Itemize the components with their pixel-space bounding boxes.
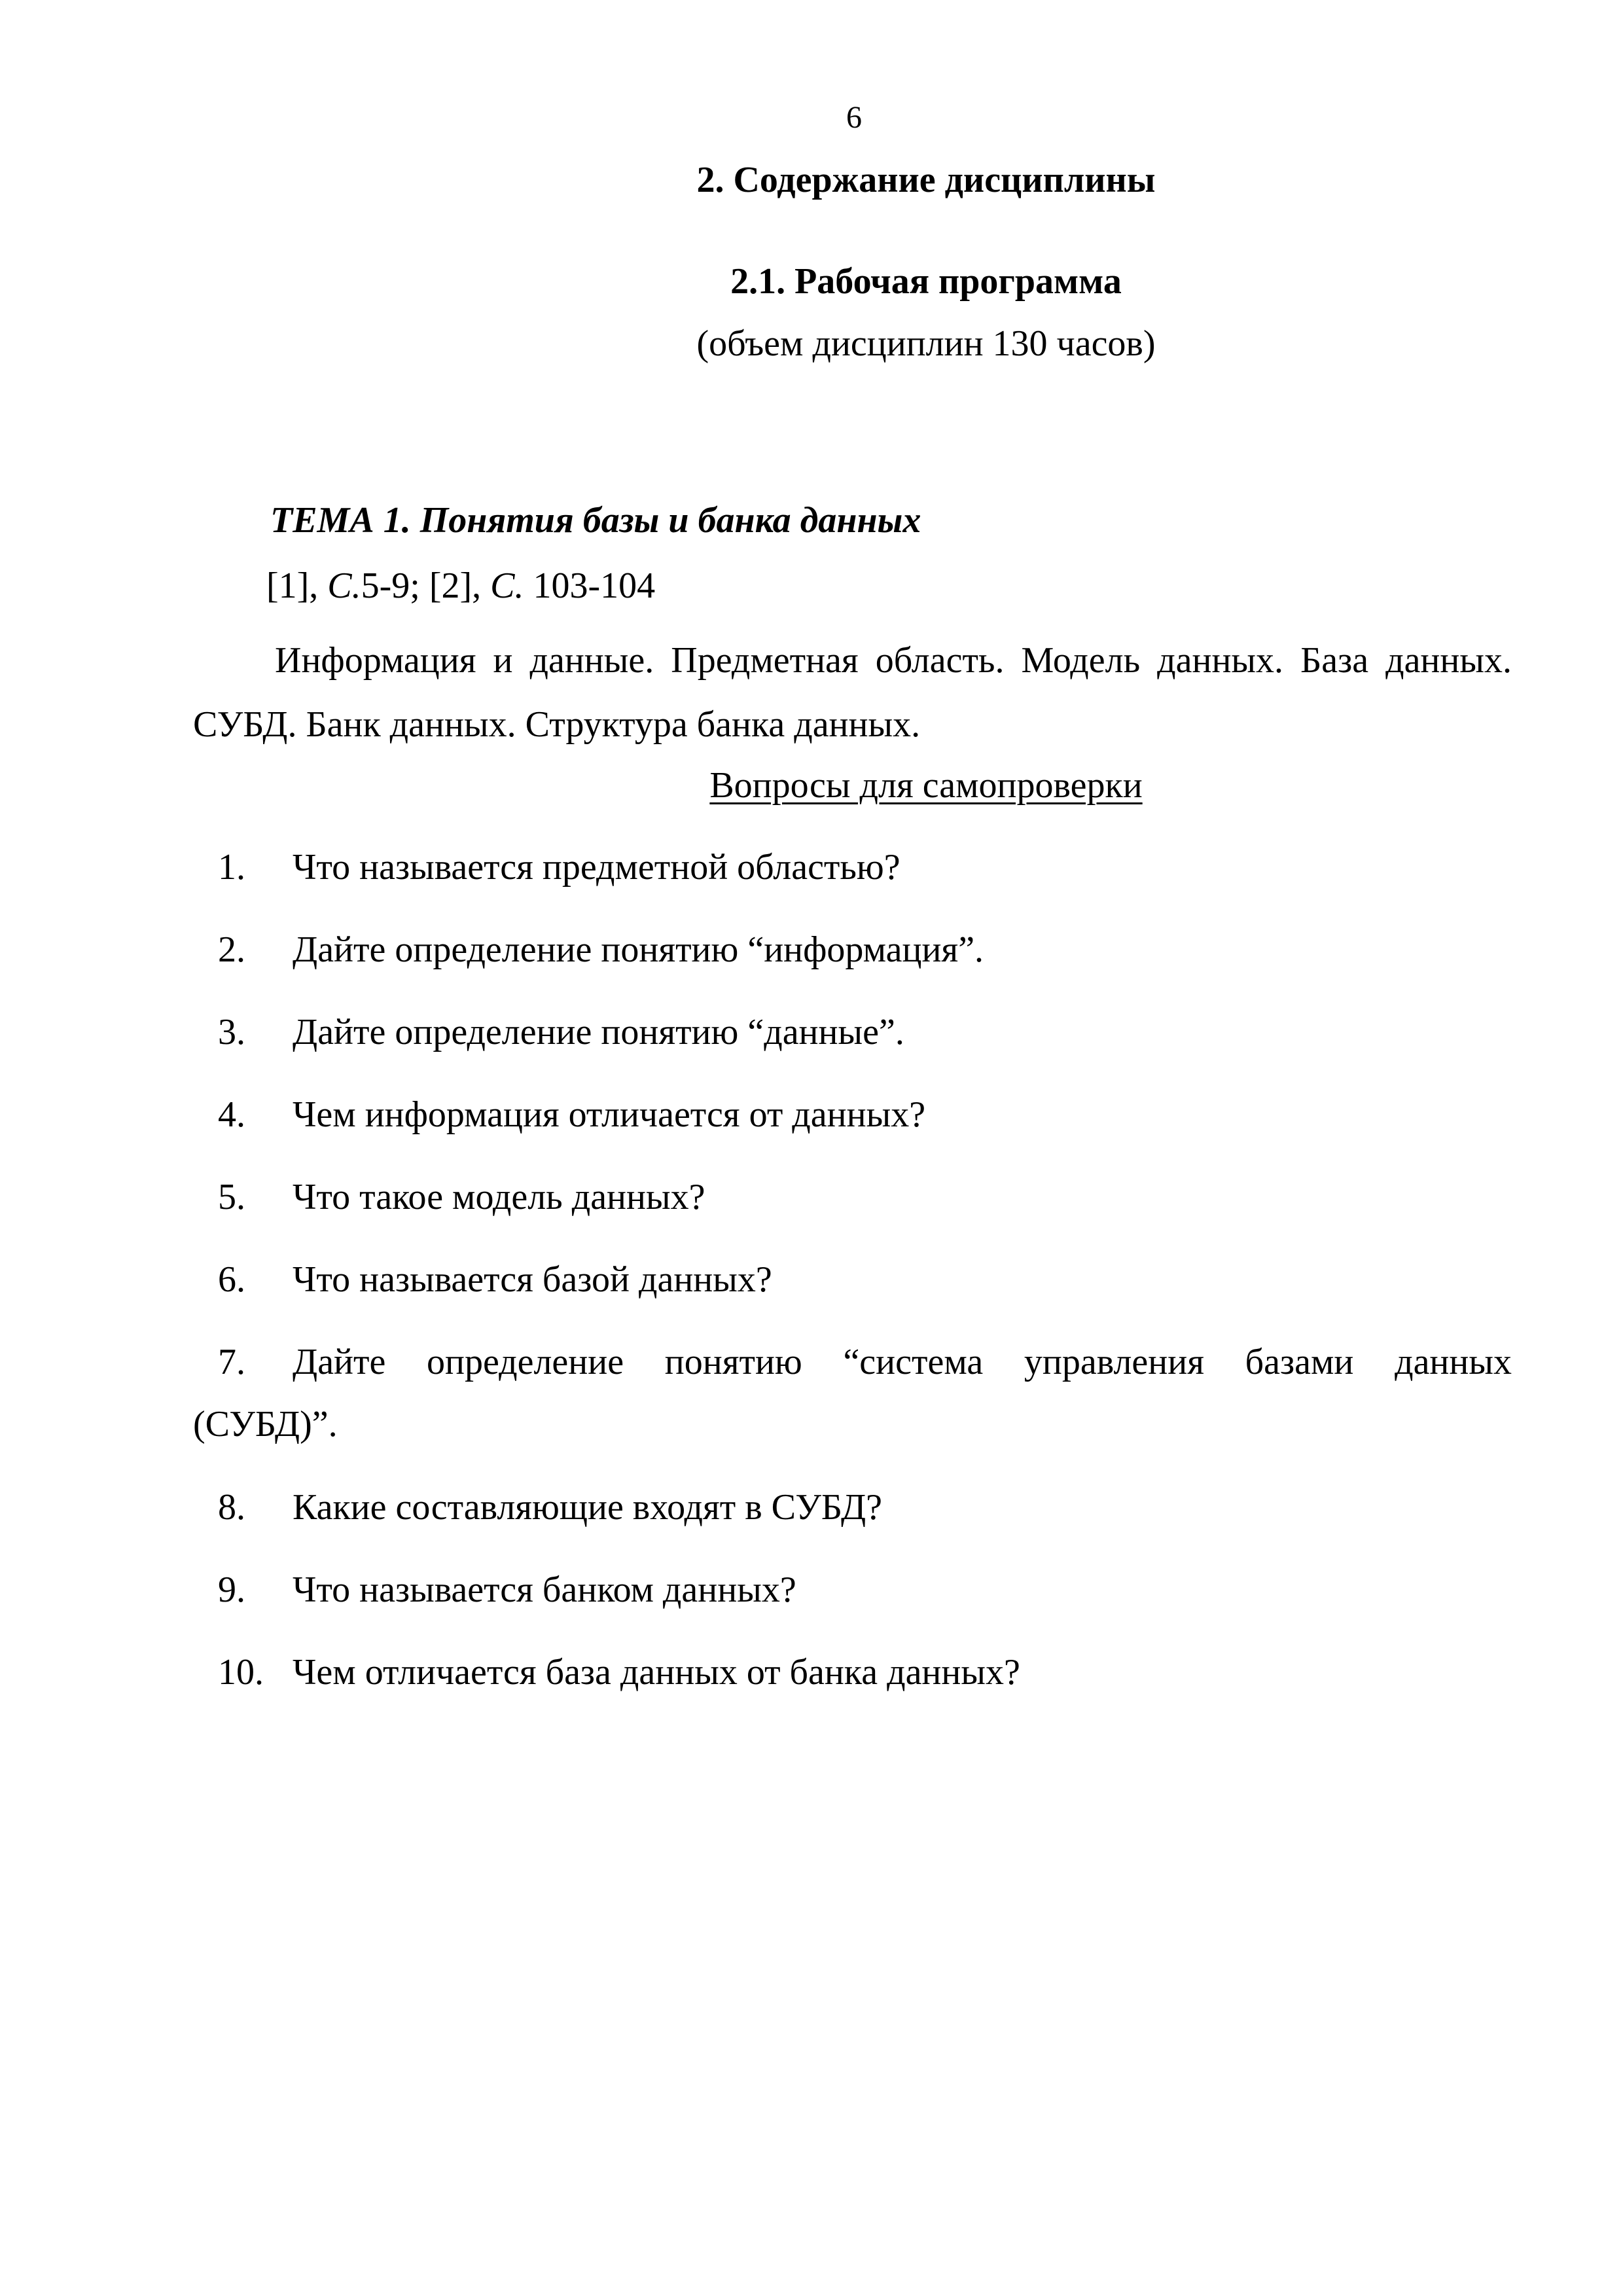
question-number: 8. [218,1487,245,1528]
question-number: 3. [218,1012,245,1052]
page-label-2: С. [490,565,524,606]
question-text: Что называется предметной областью? [293,847,901,888]
page-range-2: 103-104 [524,565,656,606]
section-subtitle: (объем дисциплин 130 часов) [696,323,1156,364]
page-number: 6 [846,100,862,135]
question-text: Чем информация отличается от данных? [293,1094,926,1135]
question-item [193,1567,1512,1613]
section-title: 2.1. Рабочая программа [730,261,1122,302]
question-number: 2. [218,929,245,970]
reference-1: [1], [266,565,328,606]
question-item [193,1331,1512,1456]
question-number: 5. [218,1177,245,1217]
question-text: Чем отличается база данных от банка данных? [293,1652,1020,1693]
page-range-1: 5-9; [2], [361,565,491,606]
question-number: 6. [218,1259,245,1300]
question-text: Дайте определение понятию “информация”. [293,929,984,970]
question-text-line-2: (СУБД)”. [193,1404,338,1444]
question-item [193,1174,1512,1220]
question-item [193,1649,1512,1695]
question-item [193,1009,1512,1055]
question-item [193,844,1512,890]
question-text: Что называется базой данных? [293,1259,772,1300]
question-item [193,1257,1512,1302]
page-label-1: С. [327,565,361,606]
question-text: Какие составляющие входят в СУБД? [293,1487,883,1528]
questions-list [193,844,1512,1732]
question-number: 9. [218,1570,245,1610]
question-item [193,1484,1512,1530]
question-number: 7. [218,1342,245,1382]
question-number: 1. [218,847,245,888]
topic-text: Информация и данные. Предметная область. Модель данных. База данных. СУБД. Банк данных. Структура банка данных. [193,640,1512,745]
questions-heading [0,762,1623,808]
question-text: Что называется банком данных? [293,1570,796,1610]
question-text: Что такое модель данных? [293,1177,705,1217]
topic-references [266,563,655,609]
question-number: 10. [218,1652,264,1693]
question-item [193,927,1512,973]
questions-heading-text: Вопросы для самопроверки [709,765,1143,806]
question-number: 4. [218,1094,245,1135]
question-text: Дайте определение понятию “данные”. [293,1012,904,1052]
question-text-line-1: Дайте определение понятию “система управления базами данных [293,1342,1512,1382]
topic-title: ТЕМА 1. Понятия базы и банка данных [270,500,921,541]
question-item [193,1092,1512,1138]
chapter-title: 2. Содержание дисциплины [696,160,1156,200]
